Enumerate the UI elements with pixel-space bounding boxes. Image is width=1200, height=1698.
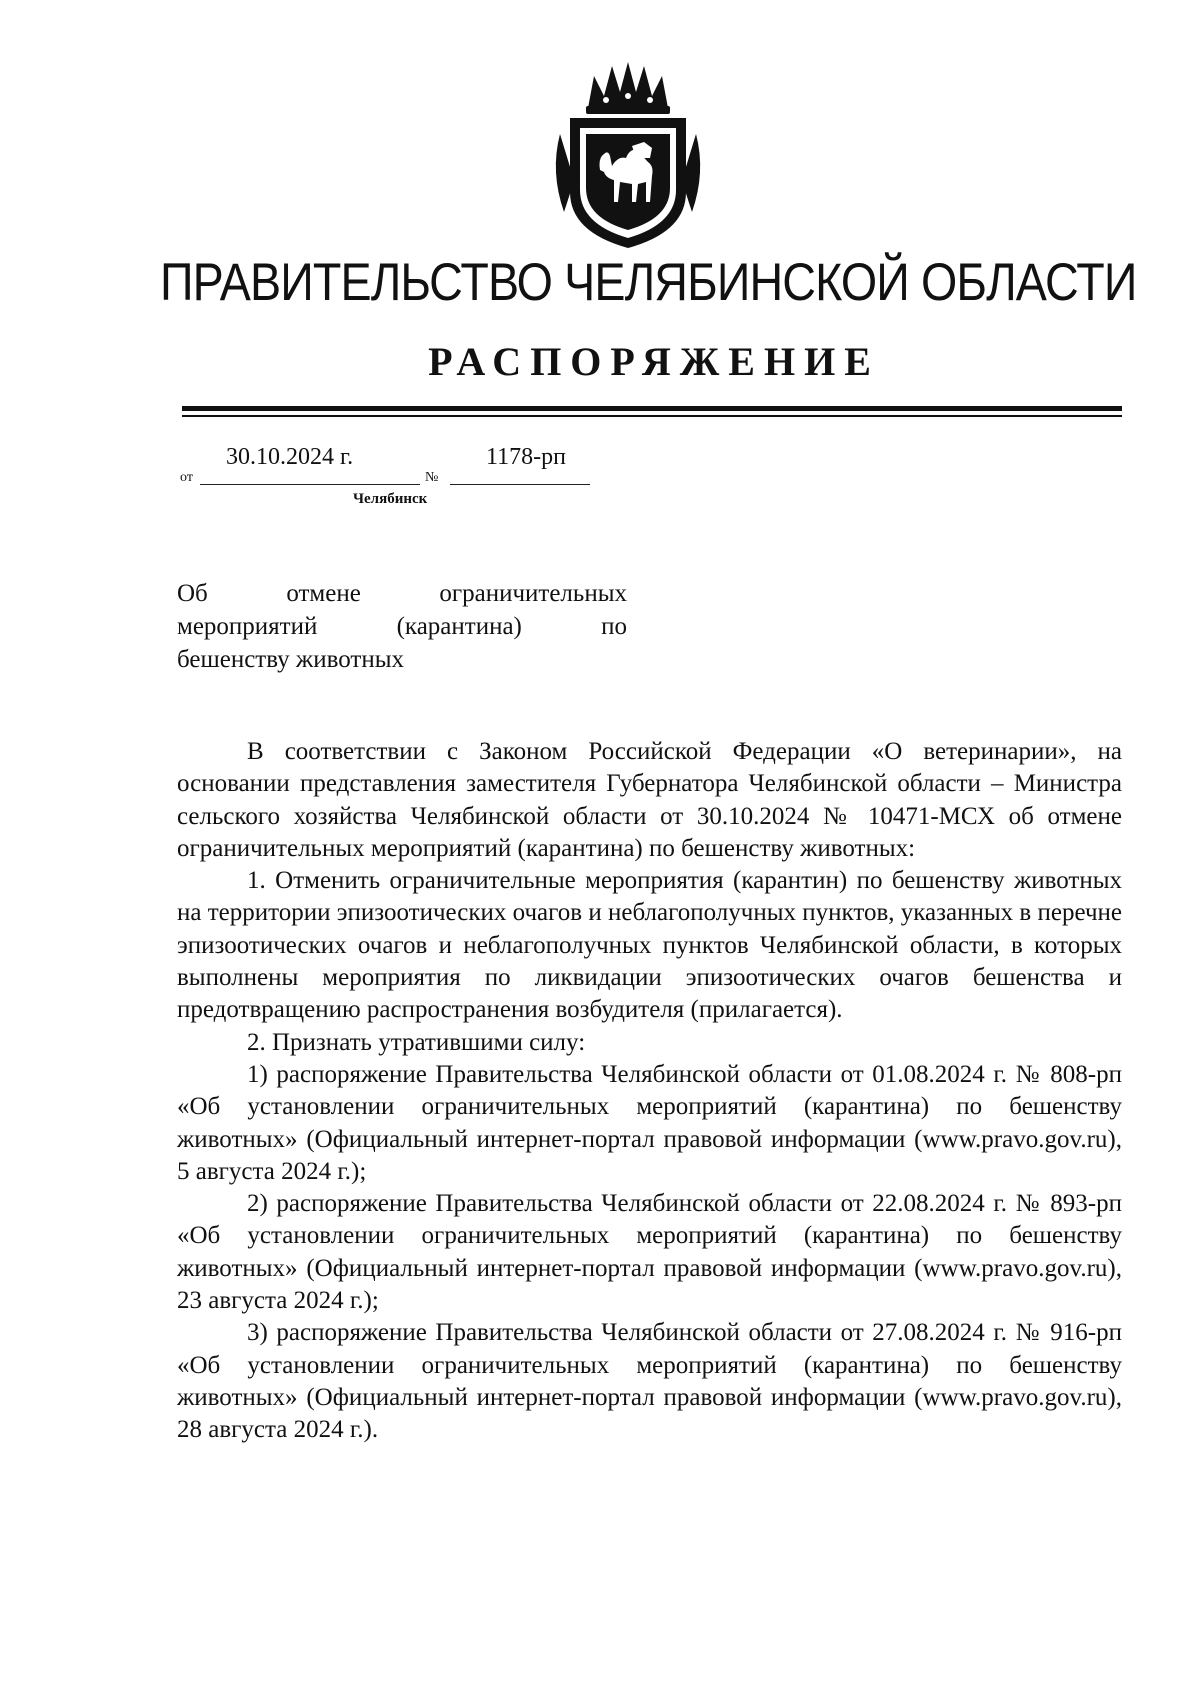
subject-line: Об отмене ограничительных bbox=[177, 580, 627, 607]
from-label: от bbox=[180, 470, 193, 485]
document-type: РАСПОРЯЖЕНИЕ bbox=[428, 339, 880, 384]
header-rule-thin bbox=[182, 415, 1122, 417]
preamble-paragraph: В соответствии с Законом Российской Федерации «О ветеринарии», на основании представления заместителя Губернатора Челябинской области – Министра сельского хозяйства Челябинской области от 30.10.2024 № 10471-МСХ об отмене ограничительных мероприятий (карантина) по бешенству животных: bbox=[177, 738, 1122, 862]
subject-line: бешенству животных bbox=[177, 646, 404, 673]
document-body bbox=[177, 736, 1122, 1447]
item-2-1-paragraph: 1) распоряжение Правительства Челябинской области от 01.08.2024 г. № 808-рп «Об установлении ограничительных мероприятий (карантина) по бешенству животных» (Официальный интернет-портал правовой информации (www.pravo.gov.ru), 5 августа 2024 г.); bbox=[177, 1060, 1122, 1185]
number-label: № bbox=[425, 470, 439, 485]
item-1-paragraph: 1. Отменить ограничительные мероприятия (карантин) по бешенству животных на территории эпизоотических очагов и неблагополучных пунктов, указанных в перечне эпизоотических очагов и неблагополучных пунктов Челябинской области, в которых выполнены мероприятия по ликвидации эпизоотических очагов бешенства и предотвращению распространения возбудителя (прилагается). bbox=[177, 867, 1122, 1024]
subject-line: мероприятий (карантина) по bbox=[177, 613, 627, 640]
date-underline bbox=[200, 484, 420, 485]
government-title: ПРАВИТЕЛЬСТВО ЧЕЛЯБИНСКОЙ ОБЛАСТИ bbox=[160, 253, 1137, 312]
document-date: 30.10.2024 г. bbox=[226, 444, 354, 470]
header-rule-thick bbox=[182, 406, 1122, 411]
number-underline bbox=[450, 484, 590, 485]
item-2-2-paragraph: 2) распоряжение Правительства Челябинской области от 22.08.2024 г. № 893-рп «Об установлении ограничительных мероприятий (карантина) по бешенству животных» (Официальный интернет-портал правовой информации (www.pravo.gov.ru), 23 августа 2024 г.); bbox=[177, 1190, 1122, 1315]
chelyabinsk-coat-of-arms-icon bbox=[548, 62, 708, 252]
item-2-3-paragraph: 3) распоряжение Правительства Челябинской области от 27.08.2024 г. № 916-рп «Об установлении ограничительных мероприятий (карантина) по бешенству животных» (Официальный интернет-портал правовой информации (www.pravo.gov.ru), 28 августа 2024 г.). bbox=[177, 1319, 1122, 1444]
city-name: Челябинск bbox=[353, 491, 428, 507]
document-subject bbox=[177, 577, 627, 676]
item-2-paragraph: 2. Признать утратившими силу: bbox=[247, 1028, 586, 1056]
document-number: 1178-рп bbox=[486, 444, 566, 470]
